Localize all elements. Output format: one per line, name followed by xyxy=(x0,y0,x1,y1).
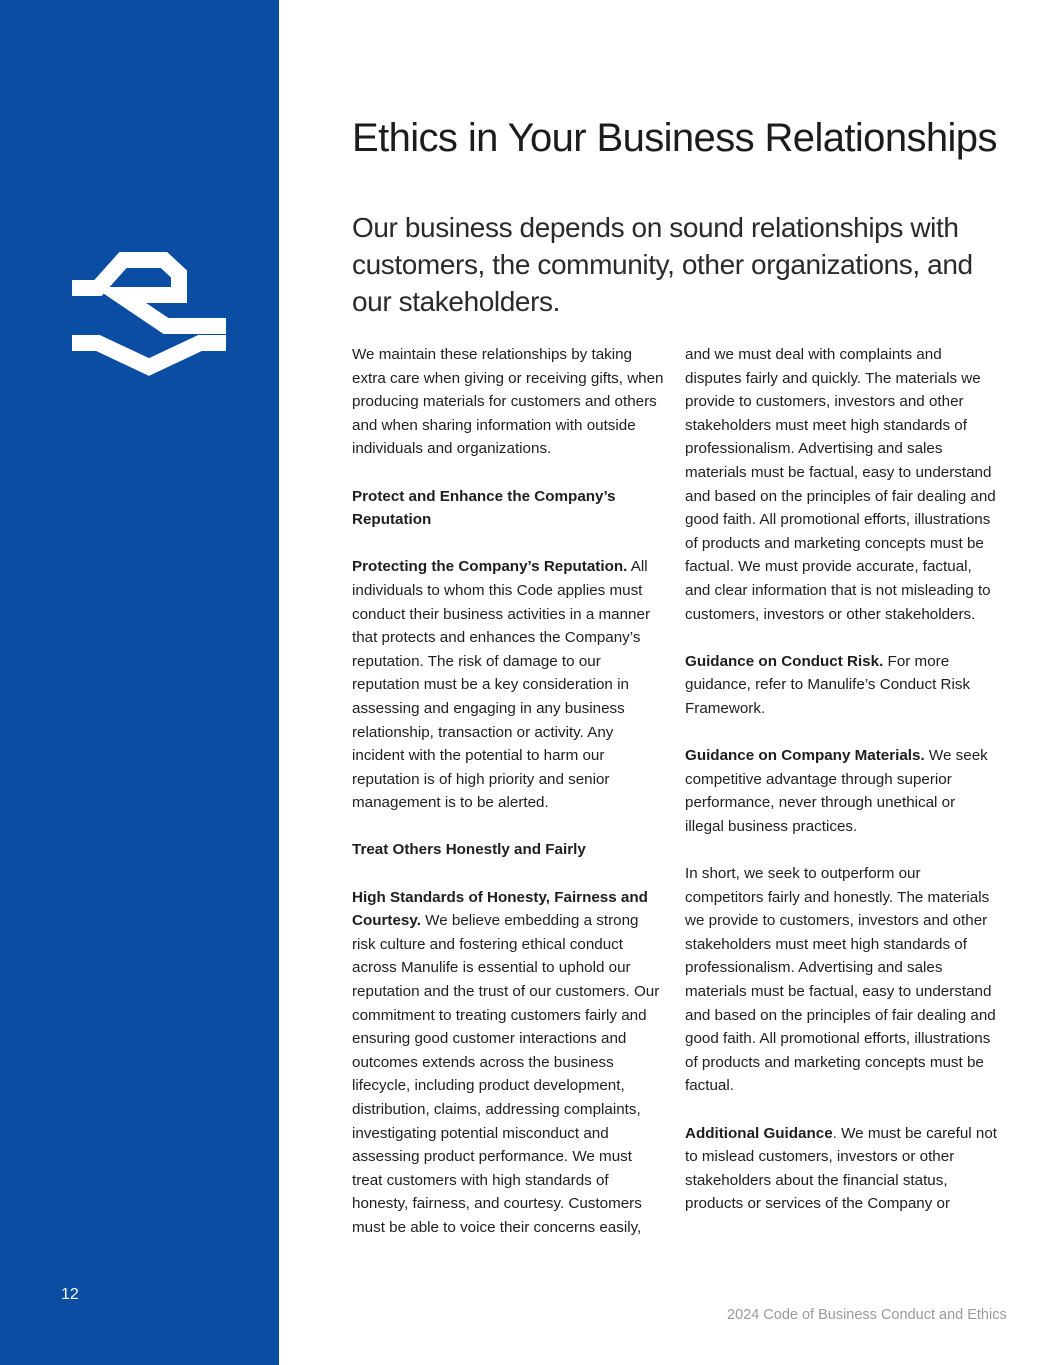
paragraph: and we must deal with complaints and disputes fairly and quickly. The materials we provide to customers, investors and other stakeholders must meet high standards of professionalism. Advertising and sales materials must be factual, easy to understand and based on the principles of fair dealing and good faith. All promotional efforts, illustrations of products and marketing concepts must be factual. We must provide accurate, factual, and clear information that is not misleading to customers, investors or other stakeholders. xyxy=(685,346,996,623)
paragraph xyxy=(352,886,664,1240)
paragraph-body: All individuals to whom this Code applies must conduct their business activities in a manner that protects and enhances the Company’s reputation. The risk of damage to our reputation must be a key consideration in assessing and engaging in any business relationship, transaction or activity. Any incident with the potential to harm our reputation is of high priority and senior management is to be alerted. xyxy=(352,558,650,812)
paragraph-lead: Additional Guidance xyxy=(685,1124,833,1142)
footer-doc-title: 2024 Code of Business Conduct and Ethics xyxy=(727,1307,1007,1323)
paragraph-body: We seek competitive advantage through superior performance, never through unethical or illegal business practices. xyxy=(685,747,988,835)
paragraph: We maintain these relationships by taking extra care when giving or receiving gifts, when producing materials for customers and others and when sharing information with outside individuals and organizations. xyxy=(352,346,664,458)
paragraph-lead: Guidance on Company Materials. xyxy=(685,747,925,765)
paragraph-lead: High Standards of Honesty, Fairness and Courtesy. xyxy=(352,888,648,930)
paragraph xyxy=(685,1122,997,1216)
intro-text: Our business depends on sound relationships with customers, the community, other organizations, and our stakeholders. xyxy=(352,212,973,317)
paragraph xyxy=(352,555,664,815)
section-heading: Protect and Enhance the Company’s Reputation xyxy=(352,487,616,529)
paragraph-body: We believe embedding a strong risk culture and fostering ethical conduct across Manulife is essential to uphold our reputation and the trust of our customers. Our commitment to treating customers fairly and ensuring good customer interactions and outcomes extends across the business lifecycle, including product development, distribution, claims, addressing complaints, investigating potential misconduct and assessing product performance. We must treat customers with high standards of honesty, fairness, and courtesy. Customers must be able to voice their concerns easily, xyxy=(352,912,660,1236)
paragraph-lead: Guidance on Conduct Risk. xyxy=(685,652,884,670)
page-number: 12 xyxy=(61,1286,79,1303)
handshake-icon xyxy=(68,248,230,376)
paragraph-body: . We must be careful not to mislead customers, investors or other stakeholders about the financial status, products or services of the Company or xyxy=(685,1124,997,1213)
left-column xyxy=(352,343,664,1263)
right-column xyxy=(685,343,997,1240)
page-title: Ethics in Your Business Relationships xyxy=(352,116,997,160)
paragraph-lead: Protecting the Company’s Reputation. xyxy=(352,558,628,576)
paragraph-body: For more guidance, refer to Manulife’s Conduct Risk Framework. xyxy=(685,652,971,717)
paragraph xyxy=(685,650,997,721)
section-heading: Treat Others Honestly and Fairly xyxy=(352,841,586,859)
paragraph: In short, we seek to outperform our competitors fairly and honestly. The materials we provide to customers, investors and other stakeholders must meet high standards of professionalism. Advertising and sales materials must be factual, easy to understand and based on the principles of fair dealing and good faith. All promotional efforts, illustrations of products and marketing concepts must be factual. xyxy=(685,865,996,1095)
paragraph xyxy=(685,744,997,838)
sidebar-panel xyxy=(0,0,279,1365)
